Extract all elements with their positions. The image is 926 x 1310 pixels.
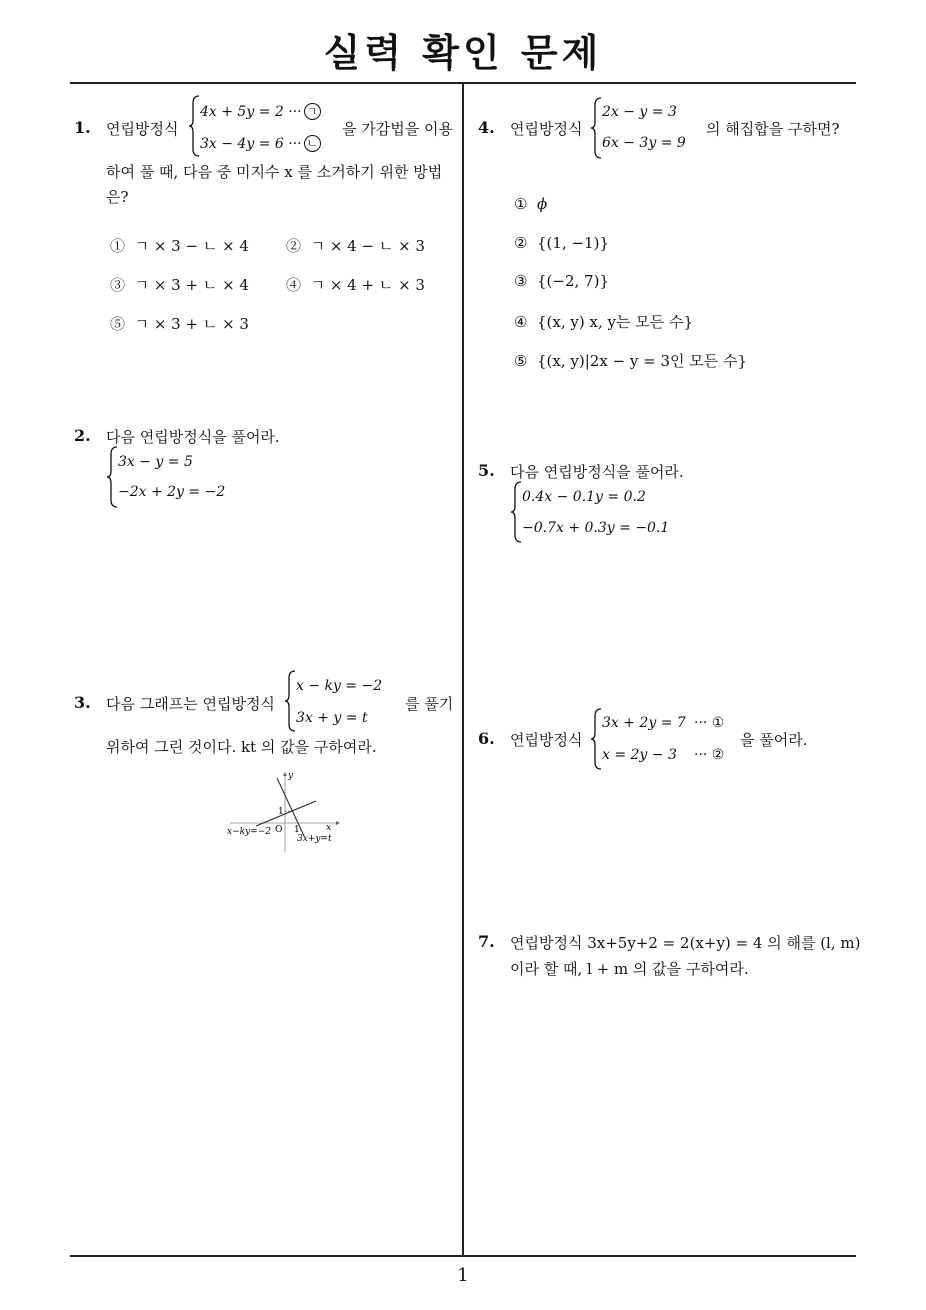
equation-1-marker: ··· ① [694,715,725,731]
brace-icon [188,95,200,157]
equation-2-marker: ··· ② [694,747,725,763]
page-title: 실력 확인 문제 [323,31,603,75]
equation-system [590,97,700,159]
question-text: 다음 연립방정식을 풀어라. [510,463,684,481]
question-line-2: 이라 할 때, l + m 의 값을 구하여라. [510,960,749,978]
line-x-minus-ky [256,801,316,826]
equation-1: 3x − y = 5 [118,454,193,470]
choice-1[interactable]: ① ϕ [514,195,548,213]
choice-4[interactable]: ④ ㄱ × 4 + ㄴ × 3 [286,276,425,294]
choice-5[interactable]: ⑤ ㄱ × 3 + ㄴ × 3 [110,315,249,333]
brace-icon [590,97,602,159]
x-axis-arrow-icon [336,821,340,825]
y-tick-label: 1 [278,807,284,817]
x-tick-label: 1 [294,825,300,835]
equation-1: x − ky = −2 [296,678,383,694]
question-line-2: 위하여 그린 것이다. kt 의 값을 구하여라. [106,738,377,756]
question-line-2: 하여 풀 때, 다음 중 미지수 x 를 소거하기 위한 방법 [106,163,443,181]
question-number: 7. [478,932,495,951]
x-axis-label: x [326,823,332,833]
equation-system [590,708,740,770]
equation-system [284,670,394,732]
line-b-label: 3x+y=t [297,834,332,844]
question-number: 2. [74,426,91,445]
page-number: 1 [457,1265,469,1286]
choice-1[interactable]: ① ㄱ × 3 − ㄴ × 4 [110,237,249,255]
brace-icon [284,670,296,732]
equation-2: −0.7x + 0.3y = −0.1 [522,520,670,536]
question-number: 3. [74,693,91,712]
equation-2: x = 2y − 3 [602,747,677,763]
choice-4[interactable]: ④ {(x, y) x, y는 모든 수} [514,313,693,331]
question-lead: 연립방정식 [106,120,179,138]
origin-label: O [275,825,283,835]
question-number: 1. [74,118,91,137]
equation-1: 4x + 5y = 2 ··· ㄱ [200,103,323,120]
y-axis-label: y [288,771,294,781]
choice-2[interactable]: ② ㄱ × 4 − ㄴ × 3 [286,237,425,255]
question-lead: 다음 그래프는 연립방정식 [106,695,275,713]
line-a-label: x−ky=−2 [227,827,271,837]
question-line-1: 연립방정식 3x+5y+2 = 2(x+y) = 4 의 해를 (l, m) [510,934,861,952]
equation-system [106,446,266,508]
column-divider [462,83,464,1256]
choice-3[interactable]: ③ {(−2, 7)} [514,272,609,290]
question-tail: 을 가감법을 이용 [342,120,453,138]
choice-5[interactable]: ⑤ {(x, y)|2x − y = 3인 모든 수} [514,352,748,370]
choice-3[interactable]: ③ ㄱ × 3 + ㄴ × 4 [110,276,249,294]
marker-circle: ㄴ [304,135,321,152]
question-lead: 연립방정식 [510,731,583,749]
question-tail: 을 풀어라. [740,731,808,749]
question-tail: 의 해집합을 구하면? [706,120,840,138]
equation-system [510,481,680,543]
graph-figure [224,770,344,855]
question-number: 4. [478,118,495,137]
y-axis-arrow-icon [283,772,287,776]
equation-2: 3x − 4y = 6 ··· ㄴ [200,135,323,152]
bottom-rule [70,1255,856,1257]
equation-2: −2x + 2y = −2 [118,484,226,500]
marker-circle: ㄱ [304,103,321,120]
equation-system [188,95,348,157]
equation-2: 3x + y = t [296,710,368,726]
question-number: 5. [478,461,495,480]
equation-2: 6x − 3y = 9 [602,135,686,151]
question-text: 다음 연립방정식을 풀어라. [106,428,280,446]
brace-icon [590,708,602,770]
question-number: 6. [478,729,495,748]
question-tail: 를 풀기 [405,695,454,713]
equation-1: 0.4x − 0.1y = 0.2 [522,489,646,505]
choice-2[interactable]: ② {(1, −1)} [514,234,609,252]
question-lead: 연립방정식 [510,120,583,138]
brace-icon [106,446,118,508]
brace-icon [510,481,522,543]
equation-1: 3x + 2y = 7 [602,715,686,731]
equation-1: 2x − y = 3 [602,104,677,120]
question-line-3: 은? [106,188,129,206]
